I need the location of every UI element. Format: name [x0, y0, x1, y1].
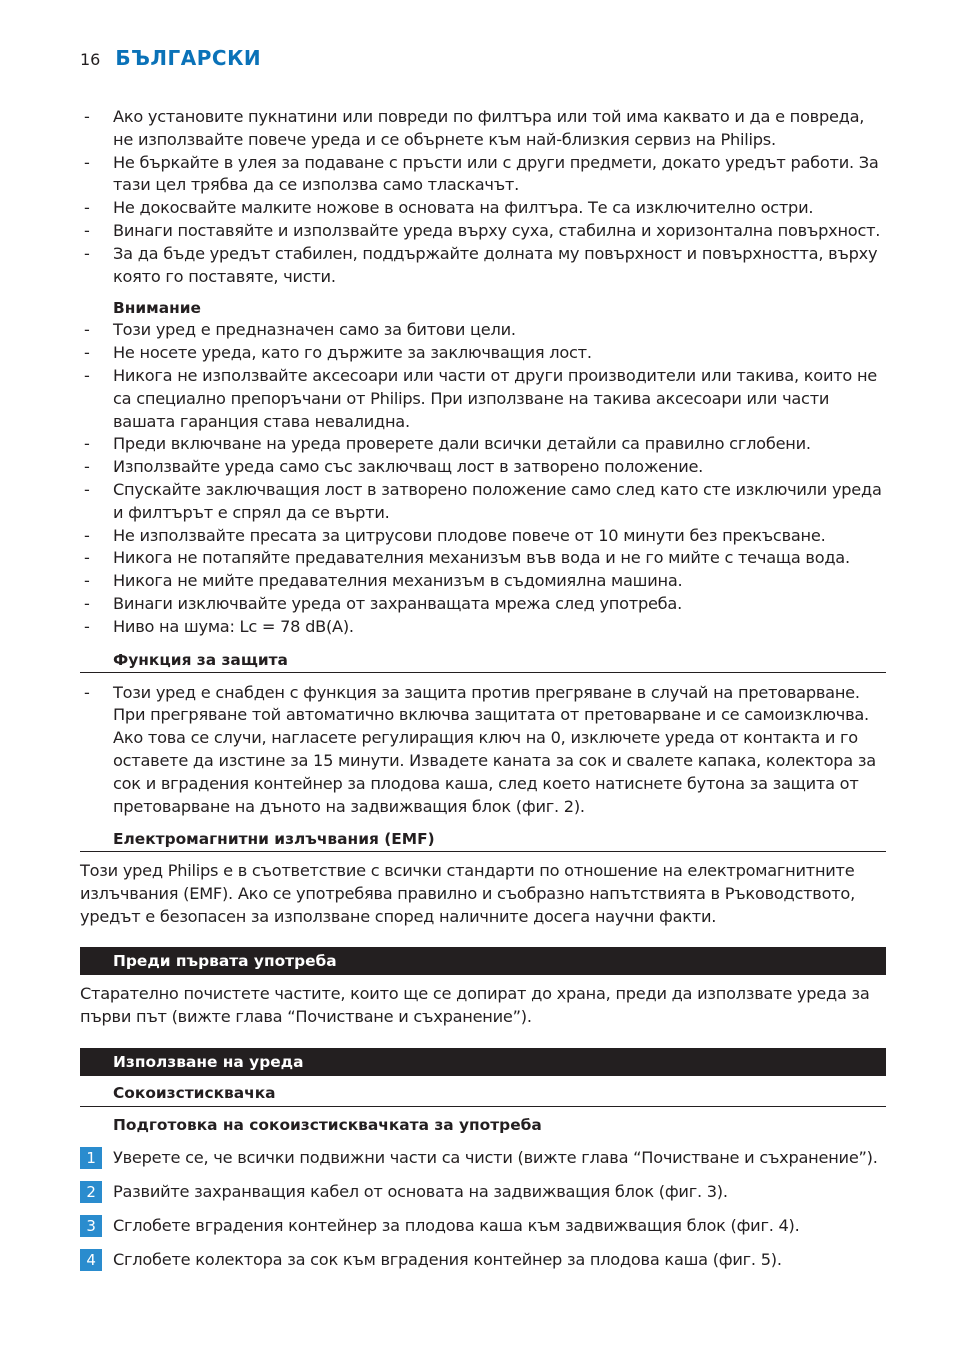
caution-heading: Внимание [113, 299, 201, 318]
step-number-badge: 1 [80, 1147, 102, 1169]
divider [80, 1106, 886, 1107]
list-item: - Ако установите пукнатини или повреди по филтъра или той има каквато и да е повреда, не използвайте повече уреда и се обърнете към най-близкия сервиз на Philips. [80, 106, 886, 152]
list-item: - Не носете уреда, като го държите за заключващия лост. [80, 342, 886, 365]
page-content [80, 106, 886, 1271]
step-text: Сглобете колектора за сок към вградения контейнер за плодова каша (фиг. 5). [113, 1249, 782, 1269]
steps-list [80, 1147, 886, 1271]
list-item: - Преди включване на уреда проверете дали всички детайли са правилно сглобени. [80, 433, 886, 456]
using-heading: Използване на уреда [80, 1048, 886, 1076]
list-item: - Спускайте заключващия лост в затворено положение само след като сте изключили уреда и филтърът е спрял да се върти. [80, 479, 886, 525]
list-item: - Никога не мийте предавателния механизъм в съдомиялна машина. [80, 570, 886, 593]
list-item: - Този уред е снабден с функция за защита против прегряване в случай на претоварване. При прегряване той автоматично включва защитата от претоварване и се самоизключва. Ако това се случи, нагласете регулиращия ключ на 0, изключете уреда от контакта и го оставете да изстине за 15 минути. Извадете каната за сок и свалете капака, колектора за сок и вградения контейнер за плодова каша, след което натиснете бутона за защита от претоварване на дъното на задвижващия блок (фиг. 2). [80, 682, 886, 819]
page-number: 16 [80, 50, 101, 69]
page-header [80, 46, 261, 70]
emf-paragraph: Този уред Philips е в съответствие с всички стандарти по отношение на електромагнитните излъчвания (EMF). Ако се употребява правилно и съобразно напътствията в Ръководството, уредът е безопасен за използване според наличните досега научни факти. [80, 861, 855, 926]
list-item: - За да бъде уредът стабилен, поддържайте долната му повърхност и повърхността, върху която го поставяте, чисти. [80, 243, 886, 289]
before-first-use-paragraph: Старателно почистете частите, които ще се допират до храна, преди да използвате уреда за първи път (вижте глава “Почистване и съхранение”). [80, 983, 870, 1026]
emf-heading: Електромагнитни излъчвания (EMF) [80, 828, 886, 852]
protection-heading: Функция за защита [80, 649, 886, 673]
step-item [80, 1215, 886, 1238]
step-item [80, 1181, 886, 1204]
list-item: - Този уред е предназначен само за битови цели. [80, 319, 886, 342]
list-item: - Ниво на шума: Lc = 78 dB(A). [80, 616, 886, 639]
list-item: - Винаги изключвайте уреда от захранващата мрежа след употреба. [80, 593, 886, 616]
list-item: - Никога не потапяйте предавателния механизъм във вода и не го мийте с течаща вода. [80, 547, 886, 570]
step-item [80, 1147, 886, 1170]
before-first-use-heading: Преди първата употреба [80, 947, 886, 975]
step-number-badge: 2 [80, 1181, 102, 1203]
warnings-list [80, 106, 886, 288]
step-text: Уверете се, че всички подвижни части са чисти (вижте глава “Почистване и съхранение”). [113, 1148, 878, 1168]
juicer-subheading: Сокоизстисквачка [113, 1084, 276, 1103]
list-item: - Никога не използвайте аксесоари или части от други производители или такива, които не са специално препоръчани от Philips. При използване на такива аксесоари или части вашата гаранция става невалидна. [80, 365, 886, 433]
language-title: БЪЛГАРСКИ [115, 46, 262, 70]
step-number-badge: 3 [80, 1215, 102, 1237]
list-item: - Не бъркайте в улея за подаване с пръсти или с други предмети, докато уредът работи. За тази цел трябва да се използва само тласкачът. [80, 152, 886, 198]
prep-heading: Подготовка на сокоизстисквачката за употреба [113, 1116, 542, 1135]
caution-list [80, 319, 886, 638]
list-item: - Не докосвайте малките ножове в основата на филтъра. Те са изключително остри. [80, 197, 886, 220]
step-item [80, 1249, 886, 1272]
list-item: - Не използвайте пресата за цитрусови плодове повече от 10 минути без прекъсване. [80, 525, 886, 548]
step-text: Развийте захранващия кабел от основата на задвижващия блок (фиг. 3). [113, 1182, 728, 1202]
step-text: Сглобете вградения контейнер за плодова каша към задвижващия блок (фиг. 4). [113, 1215, 800, 1235]
list-item: - Винаги поставяйте и използвайте уреда върху суха, стабилна и хоризонтална повърхност. [80, 220, 886, 243]
step-number-badge: 4 [80, 1249, 102, 1271]
list-item: - Използвайте уреда само със заключващ лост в затворено положение. [80, 456, 886, 479]
protection-list [80, 682, 886, 819]
